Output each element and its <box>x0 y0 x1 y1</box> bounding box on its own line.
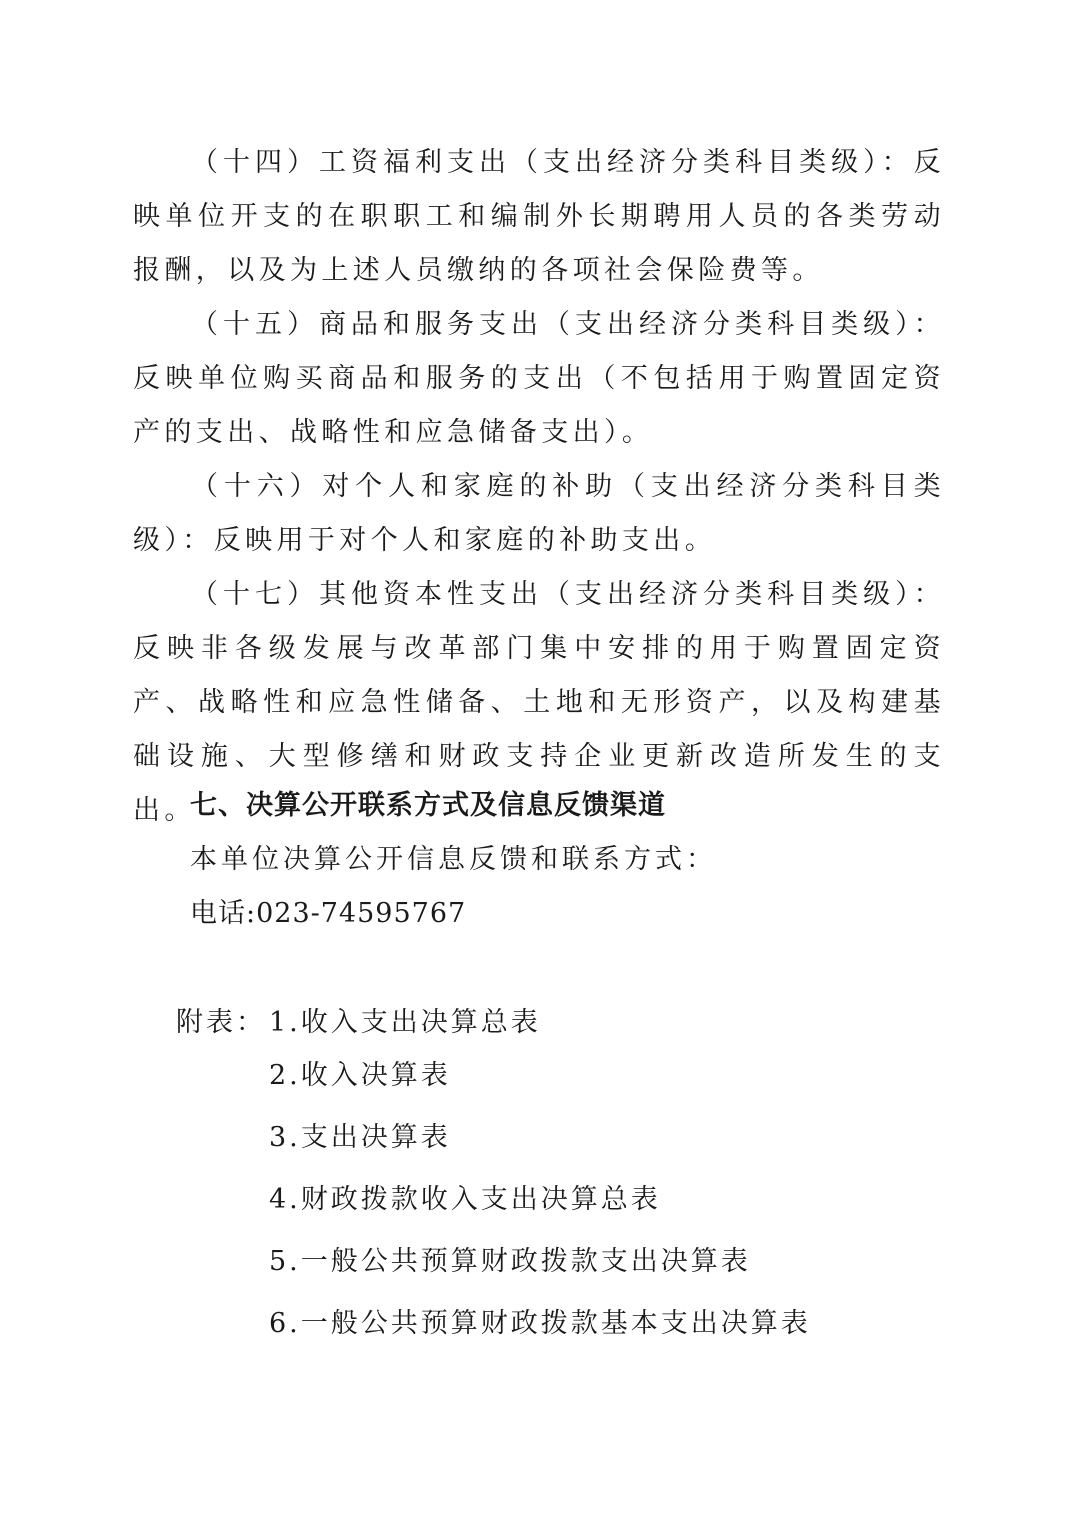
appendix-item: 6.一般公共预算财政拨款基本支出决算表 <box>269 1308 811 1339</box>
appendix-label: 附表： <box>176 1007 266 1038</box>
paragraph-wage-welfare: （十四）工资福利支出（支出经济分类科目类级）：反映单位开支的在职职工和编制外长期聘用人员的各类劳动报酬，以及为上述人员缴纳的各项社会保险费等。 <box>133 147 945 286</box>
appendix-item: 5.一般公共预算财政拨款支出决算表 <box>269 1246 751 1277</box>
appendix-item: 4.财政拨款收入支出决算总表 <box>269 1184 661 1215</box>
contact-intro: 本单位决算公开信息反馈和联系方式： <box>190 844 717 875</box>
contact-phone: 电话:023-74595767 <box>190 898 467 929</box>
paragraph-other-capital: （十七）其他资本性支出（支出经济分类科目类级）：反映非各级发展与改革部门集中安排的用于购置固定资产、战略性和应急性储备、土地和无形资产，以及构建基础设施、大型修缮和财政支持企业更新改造所发生的支出。 <box>133 579 945 826</box>
appendix-item: 3.支出决算表 <box>269 1122 451 1153</box>
appendix-item: 1.收入支出决算总表 <box>269 1007 541 1038</box>
section-heading: 七、决算公开联系方式及信息反馈渠道 <box>190 790 666 821</box>
paragraph-household-subsidy: （十六）对个人和家庭的补助（支出经济分类科目类级）：反映用于对个人和家庭的补助支出。 <box>133 471 945 556</box>
paragraph-goods-services: （十五）商品和服务支出（支出经济分类科目类级）：反映单位购买商品和服务的支出（不包括用于购置固定资产的支出、战略性和应急储备支出）。 <box>133 309 945 448</box>
appendix-item: 2.收入决算表 <box>269 1060 451 1091</box>
